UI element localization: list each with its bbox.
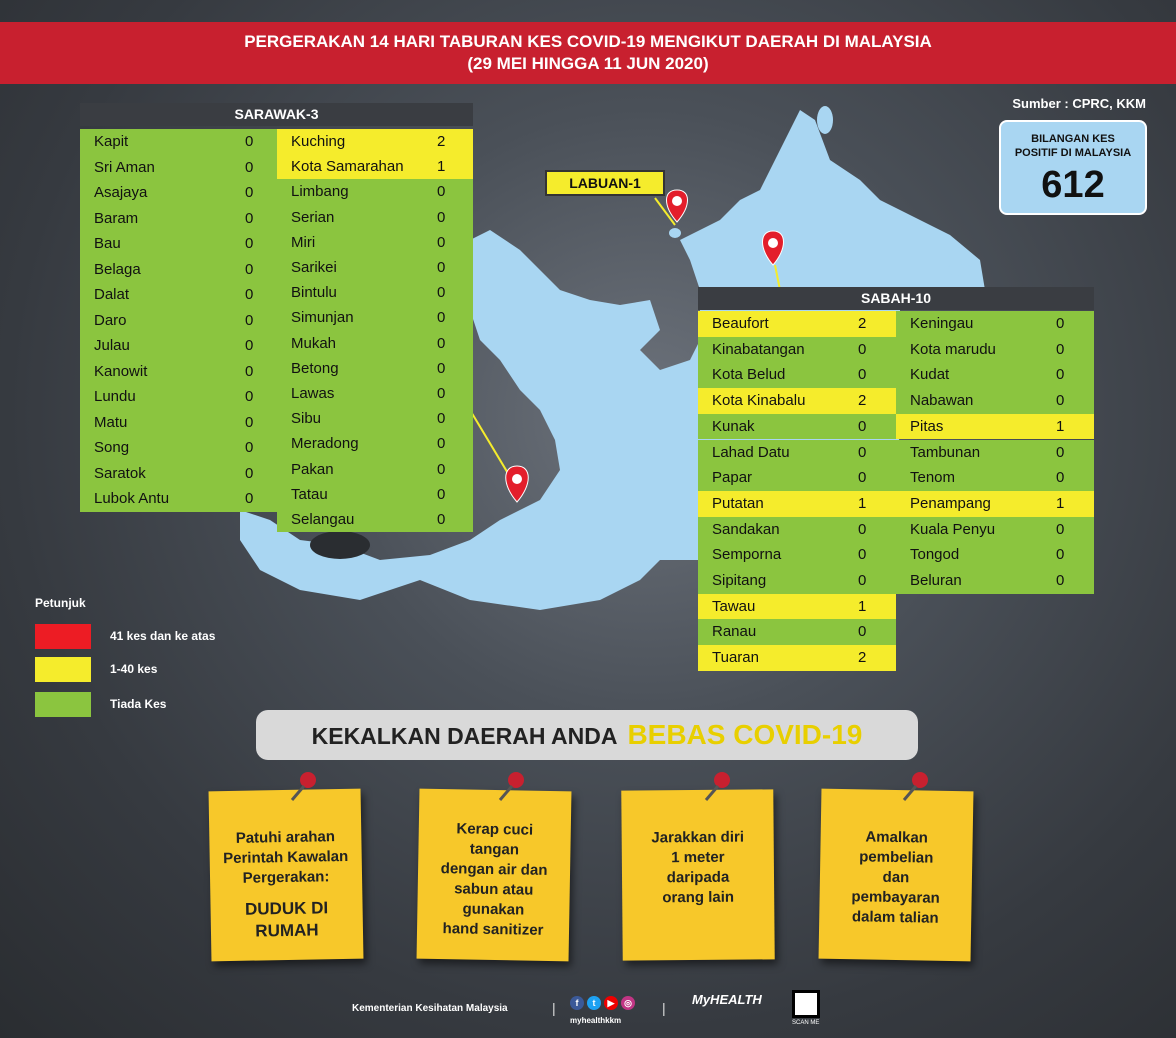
social-handle: myhealthkkm <box>570 1016 622 1025</box>
district-row <box>896 337 1094 363</box>
district-name: Julau <box>94 337 130 354</box>
district-case-count: 0 <box>1056 572 1065 589</box>
district-name: Matu <box>94 413 128 431</box>
source-text: Sumber : CPRC, KKM <box>1012 96 1146 111</box>
qr-label: SCAN ME <box>792 1020 820 1026</box>
district-row <box>698 465 896 491</box>
district-case-count: 0 <box>245 133 254 150</box>
instagram-icon[interactable]: ◎ <box>621 996 635 1010</box>
district-case-count: 0 <box>1056 443 1065 461</box>
total-cases-value: 612 <box>1041 164 1105 206</box>
district-case-count: 0 <box>437 460 446 478</box>
ministry-name: Kementerian Kesihatan Malaysia <box>352 1003 508 1014</box>
district-case-count: 1 <box>437 158 446 176</box>
district-row <box>698 619 896 645</box>
district-name: Sandakan <box>712 520 780 538</box>
district-row <box>896 542 1094 568</box>
district-name: Kota Belud <box>712 366 786 384</box>
note-line: daripada <box>666 868 730 887</box>
note-line: Perintah Kawalan <box>223 847 349 868</box>
pushpin-icon <box>492 770 528 806</box>
sarawak-pin-icon <box>506 466 529 502</box>
district-name: Song <box>94 439 130 456</box>
district-row <box>896 362 1094 388</box>
district-case-count: 0 <box>245 464 254 482</box>
district-row <box>698 491 896 517</box>
note-line: 1 meter <box>671 848 725 867</box>
district-name: Betong <box>291 359 339 377</box>
district-case-count: 0 <box>245 388 254 405</box>
district-case-count: 0 <box>245 311 254 329</box>
footer-divider: | <box>552 1000 556 1016</box>
note-online-payment <box>819 789 974 962</box>
district-row <box>896 568 1094 594</box>
district-case-count: 0 <box>858 340 867 358</box>
district-row <box>698 645 896 671</box>
note-line: gunakan <box>462 900 525 919</box>
district-case-count: 0 <box>858 572 867 589</box>
district-name: Kota Kinabalu <box>712 392 806 410</box>
district-case-count: 0 <box>858 520 867 538</box>
district-name: Sri Aman <box>94 158 155 176</box>
district-name: Tongod <box>910 546 960 564</box>
note-wash-hands <box>417 789 572 962</box>
labuan-label: LABUAN-1 <box>545 170 665 196</box>
slogan-part2: BEBAS COVID-19 <box>627 719 863 750</box>
district-name: Dalat <box>94 286 130 303</box>
district-name: Kapit <box>94 133 129 150</box>
header-title: PERGERAKAN 14 HARI TABURAN KES COVID-19 MENGIKUT DAERAH DI MALAYSIA <box>244 32 932 51</box>
district-case-count: 2 <box>858 315 867 332</box>
district-name: Sipitang <box>712 572 767 589</box>
youtube-icon[interactable]: ▶ <box>604 996 618 1010</box>
note-line: pembayaran <box>851 888 940 907</box>
district-name: Ranau <box>712 623 757 641</box>
district-case-count: 2 <box>858 392 867 410</box>
district-name: Keningau <box>910 315 974 332</box>
district-case-count: 0 <box>245 490 254 507</box>
district-row <box>277 154 473 179</box>
district-row <box>698 337 896 363</box>
district-row <box>277 507 473 532</box>
district-name: Lubok Antu <box>94 490 170 507</box>
district-case-count: 0 <box>245 362 254 380</box>
district-row <box>277 305 473 330</box>
district-name: Lahad Datu <box>712 443 790 461</box>
district-name: Tambunan <box>910 443 981 461</box>
note-emphasis <box>210 897 363 944</box>
district-row <box>698 440 896 466</box>
district-name: Meradong <box>291 435 359 453</box>
district-row <box>277 331 473 356</box>
district-case-count: 0 <box>858 623 867 641</box>
district-row <box>277 406 473 431</box>
district-case-count: 1 <box>858 597 867 615</box>
note-line: dan <box>882 868 910 887</box>
district-case-count: 0 <box>437 435 446 453</box>
district-case-count: 0 <box>245 286 254 303</box>
district-row <box>277 129 473 154</box>
district-case-count: 1 <box>1056 417 1065 435</box>
sarawak-title: SARAWAK-3 <box>80 103 473 126</box>
district-case-count: 0 <box>858 546 867 564</box>
district-case-count: 2 <box>858 649 867 667</box>
note-line: Amalkan <box>865 828 929 847</box>
district-row <box>277 179 473 204</box>
district-name: Miri <box>291 233 316 251</box>
district-name: Papar <box>712 469 753 487</box>
district-row <box>80 461 277 487</box>
district-row <box>698 414 896 440</box>
banggi-island <box>817 106 833 134</box>
district-case-count: 0 <box>437 309 446 327</box>
district-row <box>277 230 473 255</box>
district-name: Tawau <box>712 597 756 615</box>
district-name: Simunjan <box>291 309 354 327</box>
district-row <box>698 311 896 337</box>
district-name: Semporna <box>712 546 782 564</box>
district-name: Sibu <box>291 410 322 428</box>
district-row <box>277 457 473 482</box>
district-name: Serian <box>291 208 335 226</box>
note-line: tangan <box>469 840 520 859</box>
district-name: Kota marudu <box>910 340 996 358</box>
note-emphasis-line: DUDUK DI <box>244 898 329 919</box>
footer-divider: | <box>662 1000 666 1016</box>
district-name: Lundu <box>94 388 136 405</box>
district-case-count: 0 <box>437 284 446 302</box>
district-name: Daro <box>94 311 127 329</box>
district-name: Kunak <box>712 417 755 435</box>
district-row <box>80 129 277 155</box>
district-row <box>277 205 473 230</box>
district-name: Pakan <box>291 460 334 478</box>
district-row <box>698 362 896 388</box>
district-case-count: 2 <box>437 133 446 150</box>
note-emphasis-line: RUMAH <box>255 920 319 941</box>
district-case-count: 0 <box>858 366 867 384</box>
district-case-count: 0 <box>437 334 446 352</box>
district-name: Mukah <box>291 334 337 352</box>
district-row <box>896 517 1094 543</box>
district-row <box>698 568 896 594</box>
district-case-count: 0 <box>245 260 254 278</box>
district-row <box>896 414 1094 440</box>
district-case-count: 1 <box>858 494 867 512</box>
legend-label-yellow: 1-40 kes <box>110 662 158 676</box>
labuan-island <box>669 228 681 238</box>
district-name: Saratok <box>94 464 146 482</box>
note-distance <box>621 789 774 960</box>
district-row <box>277 482 473 507</box>
island-small <box>946 264 974 276</box>
note-line: dalam talian <box>851 908 939 927</box>
bay-shadow <box>310 531 370 559</box>
district-case-count: 0 <box>437 259 446 276</box>
district-name: Nabawan <box>910 392 974 410</box>
district-name: Lawas <box>291 385 335 402</box>
district-name: Beluran <box>910 572 962 589</box>
note-stay-home <box>209 789 364 962</box>
sabah-title: SABAH-10 <box>698 287 1094 310</box>
district-row <box>698 542 896 568</box>
district-case-count: 0 <box>858 417 867 435</box>
district-row <box>80 359 277 385</box>
district-name: Kuala Penyu <box>910 520 996 538</box>
district-name: Selangau <box>291 511 355 528</box>
district-row <box>277 255 473 280</box>
note-line: Jarakkan diri <box>651 828 745 847</box>
pushpin-icon <box>896 770 932 806</box>
district-row <box>698 517 896 543</box>
pushpin-icon <box>698 770 734 806</box>
legend-swatch-red <box>35 624 91 649</box>
district-case-count: 1 <box>1056 494 1065 512</box>
district-case-count: 0 <box>245 209 254 227</box>
district-row <box>80 410 277 436</box>
district-name: Pitas <box>910 417 944 435</box>
district-row <box>80 308 277 334</box>
district-name: Tuaran <box>712 649 759 667</box>
district-name: Kuching <box>291 133 346 150</box>
district-row <box>80 435 277 461</box>
note-line: hand sanitizer <box>442 920 544 939</box>
district-row <box>277 431 473 456</box>
district-name: Beaufort <box>712 315 769 332</box>
twitter-icon[interactable]: t <box>587 996 601 1010</box>
district-row <box>80 333 277 359</box>
total-cases-label: BILANGAN KES POSITIF DI MALAYSIA <box>1014 133 1132 159</box>
district-case-count: 0 <box>245 158 254 176</box>
district-row <box>80 384 277 410</box>
district-case-count: 0 <box>1056 520 1065 538</box>
legend-swatch-green <box>35 692 91 717</box>
district-case-count: 0 <box>1056 469 1065 487</box>
district-row <box>896 388 1094 414</box>
district-case-count: 0 <box>858 469 867 487</box>
district-case-count: 0 <box>437 410 446 428</box>
district-case-count: 0 <box>1056 392 1065 410</box>
district-case-count: 0 <box>437 183 446 201</box>
total-cases-box <box>999 120 1147 215</box>
district-row <box>80 180 277 206</box>
district-case-count: 0 <box>437 208 446 226</box>
district-case-count: 0 <box>437 233 446 251</box>
district-name: Sarikei <box>291 259 337 276</box>
legend-label-red: 41 kes dan ke atas <box>110 629 216 643</box>
qr-code-icon[interactable] <box>792 990 820 1018</box>
district-row <box>896 465 1094 491</box>
district-name: Belaga <box>94 260 141 278</box>
district-case-count: 0 <box>437 359 446 377</box>
district-row <box>896 440 1094 466</box>
district-row <box>80 231 277 257</box>
facebook-icon[interactable]: f <box>570 996 584 1010</box>
district-case-count: 0 <box>245 439 254 456</box>
district-name: Limbang <box>291 183 349 201</box>
note-line: pembelian <box>859 848 934 867</box>
note-line: orang lain <box>662 888 735 907</box>
district-case-count: 0 <box>858 443 867 461</box>
legend-swatch-yellow <box>35 657 91 682</box>
legend-title: Petunjuk <box>35 596 86 610</box>
district-row <box>896 491 1094 517</box>
district-name: Bintulu <box>291 284 337 302</box>
district-row <box>80 486 277 512</box>
myhealth-logo: MyHEALTH <box>692 992 762 1007</box>
district-name: Bau <box>94 235 121 252</box>
slogan-banner <box>256 710 918 760</box>
district-name: Kanowit <box>94 362 148 380</box>
district-name: Kinabatangan <box>712 340 805 358</box>
district-case-count: 0 <box>1056 546 1065 564</box>
district-name: Asajaya <box>94 184 148 201</box>
district-row <box>277 381 473 406</box>
district-case-count: 0 <box>245 337 254 354</box>
district-name: Kota Samarahan <box>291 158 404 176</box>
district-name: Putatan <box>712 494 764 512</box>
district-case-count: 0 <box>437 511 446 528</box>
district-case-count: 0 <box>245 184 254 201</box>
district-row <box>698 594 896 620</box>
district-row <box>80 282 277 308</box>
note-line: Patuhi arahan <box>235 828 336 847</box>
district-row <box>80 155 277 181</box>
district-case-count: 0 <box>1056 340 1065 358</box>
slogan-part1: KEKALKAN DAERAH ANDA <box>311 723 618 749</box>
header-date-range: (29 MEI HINGGA 11 JUN 2020) <box>467 54 709 73</box>
note-line: dengan air dan <box>440 860 548 879</box>
district-name: Tatau <box>291 485 328 503</box>
legend-label-green: Tiada Kes <box>110 697 167 711</box>
district-row <box>277 356 473 381</box>
district-case-count: 0 <box>245 413 254 431</box>
district-row <box>80 257 277 283</box>
district-name: Penampang <box>910 494 991 512</box>
district-row <box>698 388 896 414</box>
note-line: sabun atau <box>454 880 534 899</box>
district-name: Tenom <box>910 469 956 487</box>
district-case-count: 0 <box>437 385 446 402</box>
note-line: Pergerakan: <box>242 868 330 887</box>
district-row <box>896 311 1094 337</box>
district-case-count: 0 <box>1056 366 1065 384</box>
district-name: Kudat <box>910 366 950 384</box>
district-row <box>277 280 473 305</box>
note-line: Kerap cuci <box>456 820 534 839</box>
district-case-count: 0 <box>1056 315 1065 332</box>
district-row <box>80 206 277 232</box>
district-case-count: 0 <box>245 235 254 252</box>
district-name: Baram <box>94 209 139 227</box>
district-case-count: 0 <box>437 485 446 503</box>
header-banner <box>0 22 1176 84</box>
pushpin-icon <box>284 770 320 806</box>
